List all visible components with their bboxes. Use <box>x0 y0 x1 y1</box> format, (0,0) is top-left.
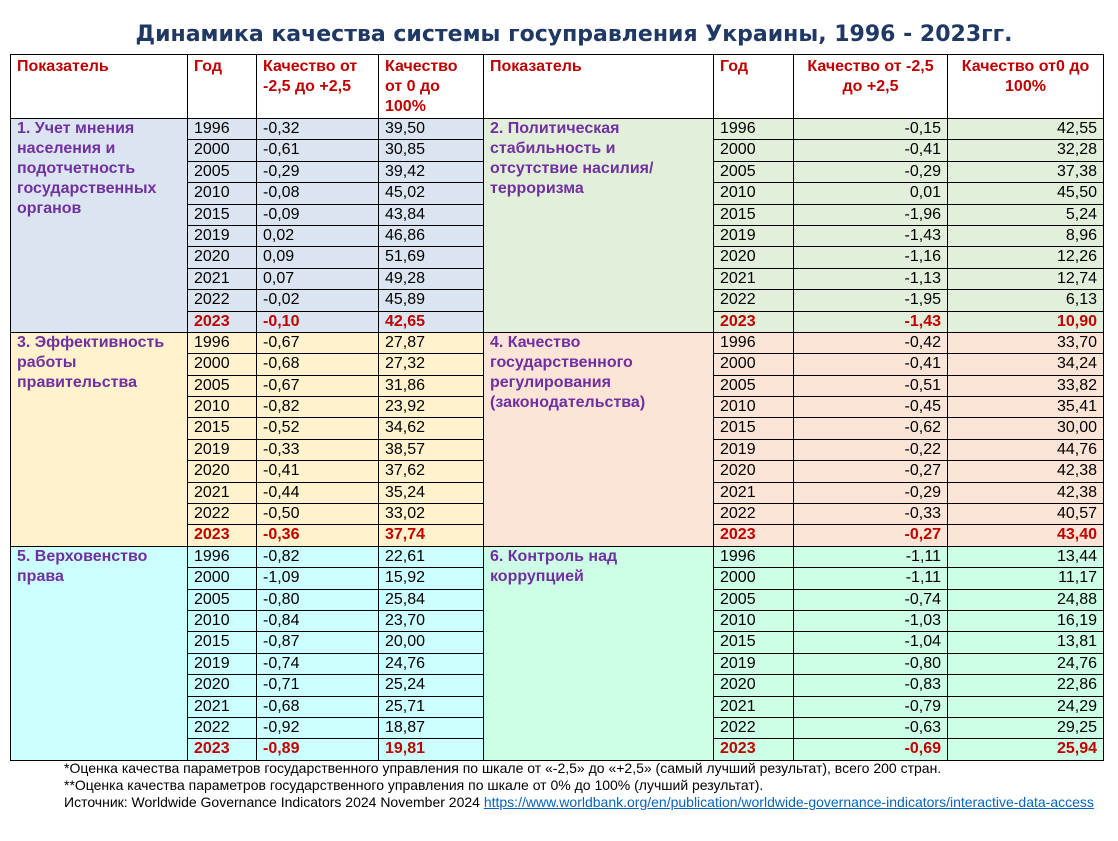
year-cell: 2005 <box>714 589 794 610</box>
score-cell: -0,29 <box>794 482 948 503</box>
year-cell: 2020 <box>714 247 794 268</box>
year-cell: 2022 <box>714 290 794 311</box>
score-cell: -1,43 <box>794 225 948 246</box>
year-cell: 2015 <box>714 632 794 653</box>
score-cell: -0,74 <box>794 589 948 610</box>
year-cell: 2020 <box>188 461 257 482</box>
percent-cell: 23,92 <box>379 397 484 418</box>
score-cell: 0,02 <box>257 225 379 246</box>
score-cell: -0,63 <box>794 717 948 738</box>
percent-cell: 34,24 <box>948 354 1104 375</box>
percent-cell: 13,81 <box>948 632 1104 653</box>
indicator-label: 2. Политическая стабильность и отсутствие насилия/ терроризма <box>484 119 714 333</box>
year-cell: 2000 <box>188 354 257 375</box>
footnotes <box>64 760 1104 811</box>
score-cell: -0,02 <box>257 290 379 311</box>
year-cell: 2023 <box>188 739 257 760</box>
header-indicator-right: Показатель <box>484 55 714 119</box>
year-cell: 2005 <box>188 375 257 396</box>
year-cell: 2000 <box>188 140 257 161</box>
score-cell: -0,36 <box>257 525 379 546</box>
percent-cell: 35,24 <box>379 482 484 503</box>
percent-cell: 39,42 <box>379 161 484 182</box>
score-cell: -0,74 <box>257 653 379 674</box>
indicator-label: 4. Качество государственного регулирования (законодательства) <box>484 332 714 546</box>
year-cell: 2010 <box>188 183 257 204</box>
header-score-left: Качество от -2,5 до +2,5 <box>257 55 379 119</box>
governance-table <box>10 54 1104 761</box>
percent-cell: 43,40 <box>948 525 1104 546</box>
score-cell: -0,68 <box>257 696 379 717</box>
indicator-label: 5. Верховенство права <box>11 546 188 760</box>
score-cell: -0,89 <box>257 739 379 760</box>
score-cell: -0,52 <box>257 418 379 439</box>
table-row <box>11 546 1104 567</box>
year-cell: 2019 <box>188 225 257 246</box>
percent-cell: 25,71 <box>379 696 484 717</box>
percent-cell: 24,29 <box>948 696 1104 717</box>
score-cell: -0,50 <box>257 504 379 525</box>
percent-cell: 33,82 <box>948 375 1104 396</box>
percent-cell: 24,88 <box>948 589 1104 610</box>
percent-cell: 42,65 <box>379 311 484 332</box>
score-cell: -0,41 <box>794 140 948 161</box>
year-cell: 2010 <box>714 183 794 204</box>
percent-cell: 25,94 <box>948 739 1104 760</box>
score-cell: -1,96 <box>794 204 948 225</box>
score-cell: -0,68 <box>257 354 379 375</box>
year-cell: 2021 <box>714 268 794 289</box>
percent-cell: 34,62 <box>379 418 484 439</box>
header-score-right: Качество от -2,5 до +2,5 <box>794 55 948 119</box>
percent-cell: 24,76 <box>379 653 484 674</box>
score-cell: -0,41 <box>257 461 379 482</box>
percent-cell: 15,92 <box>379 568 484 589</box>
percent-cell: 19,81 <box>379 739 484 760</box>
year-cell: 1996 <box>188 546 257 567</box>
year-cell: 1996 <box>188 332 257 353</box>
indicator-label: 1. Учет мнения населения и подотчетность государственных органов <box>11 119 188 333</box>
year-cell: 2000 <box>188 568 257 589</box>
score-cell: -1,03 <box>794 610 948 631</box>
year-cell: 2019 <box>714 653 794 674</box>
year-cell: 2019 <box>714 439 794 460</box>
year-cell: 2005 <box>188 589 257 610</box>
score-cell: -0,67 <box>257 375 379 396</box>
year-cell: 2020 <box>188 247 257 268</box>
percent-cell: 37,62 <box>379 461 484 482</box>
percent-cell: 33,02 <box>379 504 484 525</box>
year-cell: 2022 <box>188 290 257 311</box>
percent-cell: 33,70 <box>948 332 1104 353</box>
year-cell: 2019 <box>188 653 257 674</box>
score-cell: -0,27 <box>794 525 948 546</box>
score-cell: -0,29 <box>257 161 379 182</box>
percent-cell: 42,55 <box>948 119 1104 140</box>
percent-cell: 22,86 <box>948 675 1104 696</box>
year-cell: 2023 <box>714 311 794 332</box>
percent-cell: 8,96 <box>948 225 1104 246</box>
footnote-2: **Оценка качества параметров государственного управления по шкале от 0% до 100% (лучший результат). <box>64 777 764 793</box>
score-cell: -0,08 <box>257 183 379 204</box>
percent-cell: 43,84 <box>379 204 484 225</box>
percent-cell: 18,87 <box>379 717 484 738</box>
percent-cell: 11,17 <box>948 568 1104 589</box>
percent-cell: 45,89 <box>379 290 484 311</box>
score-cell: -1,04 <box>794 632 948 653</box>
percent-cell: 20,00 <box>379 632 484 653</box>
indicator-label: 6. Контроль над коррупцией <box>484 546 714 760</box>
source-prefix: Источник: Worldwide Governance Indicators 2024 November 2024 <box>64 794 484 810</box>
year-cell: 2015 <box>188 418 257 439</box>
header-indicator-left: Показатель <box>11 55 188 119</box>
score-cell: -0,82 <box>257 397 379 418</box>
percent-cell: 45,50 <box>948 183 1104 204</box>
score-cell: -0,80 <box>794 653 948 674</box>
percent-cell: 27,87 <box>379 332 484 353</box>
percent-cell: 42,38 <box>948 482 1104 503</box>
score-cell: -1,11 <box>794 568 948 589</box>
percent-cell: 23,70 <box>379 610 484 631</box>
percent-cell: 16,19 <box>948 610 1104 631</box>
percent-cell: 5,24 <box>948 204 1104 225</box>
year-cell: 2023 <box>188 525 257 546</box>
score-cell: -1,11 <box>794 546 948 567</box>
score-cell: -0,84 <box>257 610 379 631</box>
score-cell: -1,16 <box>794 247 948 268</box>
score-cell: -0,10 <box>257 311 379 332</box>
year-cell: 2010 <box>714 610 794 631</box>
year-cell: 1996 <box>714 332 794 353</box>
year-cell: 1996 <box>714 546 794 567</box>
score-cell: -1,13 <box>794 268 948 289</box>
score-cell: -1,09 <box>257 568 379 589</box>
percent-cell: 40,57 <box>948 504 1104 525</box>
score-cell: -0,92 <box>257 717 379 738</box>
percent-cell: 45,02 <box>379 183 484 204</box>
year-cell: 2021 <box>714 696 794 717</box>
score-cell: -0,15 <box>794 119 948 140</box>
year-cell: 2022 <box>714 504 794 525</box>
percent-cell: 12,26 <box>948 247 1104 268</box>
footnote-1: *Оценка качества параметров государственного управления по шкале от «-2,5» до «+2,5» (самый лучший результат), всего 200 стран. <box>64 760 942 776</box>
percent-cell: 38,57 <box>379 439 484 460</box>
percent-cell: 49,28 <box>379 268 484 289</box>
score-cell: -0,82 <box>257 546 379 567</box>
score-cell: -1,95 <box>794 290 948 311</box>
year-cell: 2019 <box>188 439 257 460</box>
year-cell: 2022 <box>188 504 257 525</box>
score-cell: -0,42 <box>794 332 948 353</box>
header-pct-right: Качество от0 до 100% <box>948 55 1104 119</box>
percent-cell: 46,86 <box>379 225 484 246</box>
header-year-right: Год <box>714 55 794 119</box>
percent-cell: 35,41 <box>948 397 1104 418</box>
score-cell: -0,27 <box>794 461 948 482</box>
score-cell: -0,61 <box>257 140 379 161</box>
year-cell: 2015 <box>188 632 257 653</box>
score-cell: -0,79 <box>794 696 948 717</box>
percent-cell: 13,44 <box>948 546 1104 567</box>
year-cell: 2005 <box>714 161 794 182</box>
percent-cell: 25,24 <box>379 675 484 696</box>
score-cell: 0,09 <box>257 247 379 268</box>
score-cell: -0,71 <box>257 675 379 696</box>
year-cell: 2021 <box>188 268 257 289</box>
year-cell: 2015 <box>714 204 794 225</box>
source-line <box>64 794 1104 811</box>
percent-cell: 51,69 <box>379 247 484 268</box>
year-cell: 2023 <box>714 739 794 760</box>
score-cell: -0,22 <box>794 439 948 460</box>
year-cell: 2023 <box>714 525 794 546</box>
score-cell: -0,32 <box>257 119 379 140</box>
table-row <box>11 119 1104 140</box>
score-cell: -0,69 <box>794 739 948 760</box>
year-cell: 2020 <box>188 675 257 696</box>
year-cell: 2023 <box>188 311 257 332</box>
year-cell: 2021 <box>714 482 794 503</box>
source-link[interactable]: https://www.worldbank.org/en/publication/worldwide-governance-indicators/interactive-data-access <box>483 794 1094 810</box>
percent-cell: 12,74 <box>948 268 1104 289</box>
page-title: Динамика качества системы госуправления Украины, 1996 - 2023гг. <box>135 22 1013 47</box>
score-cell: -0,62 <box>794 418 948 439</box>
header-pct-left: Качество от 0 до 100% <box>379 55 484 119</box>
percent-cell: 32,28 <box>948 140 1104 161</box>
percent-cell: 24,76 <box>948 653 1104 674</box>
year-cell: 2005 <box>188 161 257 182</box>
score-cell: -0,51 <box>794 375 948 396</box>
year-cell: 2020 <box>714 461 794 482</box>
year-cell: 2022 <box>188 717 257 738</box>
percent-cell: 37,38 <box>948 161 1104 182</box>
year-cell: 1996 <box>188 119 257 140</box>
indicator-label: 3. Эффективность работы правительства <box>11 332 188 546</box>
year-cell: 2021 <box>188 696 257 717</box>
year-cell: 2022 <box>714 717 794 738</box>
percent-cell: 30,00 <box>948 418 1104 439</box>
year-cell: 2005 <box>714 375 794 396</box>
score-cell: -0,44 <box>257 482 379 503</box>
percent-cell: 6,13 <box>948 290 1104 311</box>
percent-cell: 25,84 <box>379 589 484 610</box>
score-cell: -1,43 <box>794 311 948 332</box>
year-cell: 2010 <box>188 397 257 418</box>
score-cell: -0,41 <box>794 354 948 375</box>
percent-cell: 10,90 <box>948 311 1104 332</box>
score-cell: -0,87 <box>257 632 379 653</box>
score-cell: -0,09 <box>257 204 379 225</box>
year-cell: 2020 <box>714 675 794 696</box>
percent-cell: 31,86 <box>379 375 484 396</box>
score-cell: -0,80 <box>257 589 379 610</box>
percent-cell: 39,50 <box>379 119 484 140</box>
score-cell: 0,01 <box>794 183 948 204</box>
percent-cell: 42,38 <box>948 461 1104 482</box>
score-cell: -0,83 <box>794 675 948 696</box>
percent-cell: 22,61 <box>379 546 484 567</box>
year-cell: 2010 <box>714 397 794 418</box>
score-cell: -0,67 <box>257 332 379 353</box>
year-cell: 2021 <box>188 482 257 503</box>
score-cell: -0,33 <box>794 504 948 525</box>
percent-cell: 29,25 <box>948 717 1104 738</box>
percent-cell: 37,74 <box>379 525 484 546</box>
header-row <box>11 55 1104 119</box>
percent-cell: 44,76 <box>948 439 1104 460</box>
year-cell: 2015 <box>714 418 794 439</box>
score-cell: 0,07 <box>257 268 379 289</box>
year-cell: 2000 <box>714 354 794 375</box>
score-cell: -0,29 <box>794 161 948 182</box>
percent-cell: 30,85 <box>379 140 484 161</box>
year-cell: 2010 <box>188 610 257 631</box>
table-row <box>11 332 1104 353</box>
score-cell: -0,45 <box>794 397 948 418</box>
year-cell: 2000 <box>714 568 794 589</box>
percent-cell: 27,32 <box>379 354 484 375</box>
year-cell: 2019 <box>714 225 794 246</box>
score-cell: -0,33 <box>257 439 379 460</box>
year-cell: 1996 <box>714 119 794 140</box>
header-year-left: Год <box>188 55 257 119</box>
year-cell: 2015 <box>188 204 257 225</box>
year-cell: 2000 <box>714 140 794 161</box>
